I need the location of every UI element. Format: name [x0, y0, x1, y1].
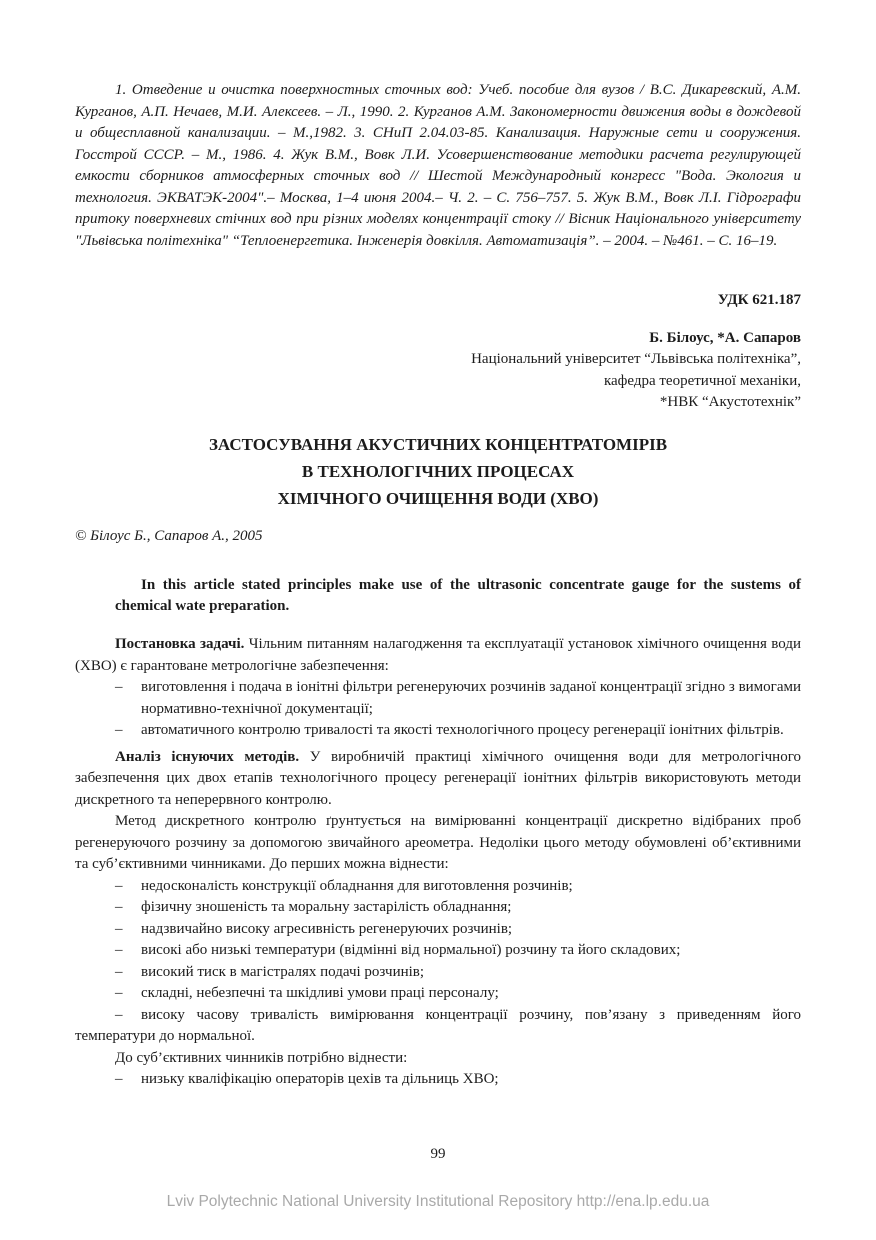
list-item — [75, 1005, 801, 1048]
list-item — [75, 919, 801, 941]
paragraph-discrete-method: Метод дискретного контролю ґрунтується на вимірюванні концентрації дискретно відібраних проб регенеруючого розчину за допомогою звичайного ареометра. Недоліки цього методу обумовлені об’єктивними та суб’єктивними чинниками. До перших можна віднести: — [75, 813, 801, 872]
dash-marker: – — [115, 877, 123, 894]
dash-marker: – — [115, 1006, 123, 1023]
paragraph-lead: Постановка задачі. — [115, 636, 245, 652]
paragraph-lead: Аналіз існуючих методів. — [115, 748, 300, 765]
title-line-3: ХІМІЧНОГО ОЧИЩЕННЯ ВОДИ (ХВО) — [277, 488, 599, 508]
dash-marker: – — [115, 722, 123, 738]
dash-marker: – — [115, 920, 123, 937]
authors-line: Б. Білоус, *А. Сапаров — [649, 329, 801, 346]
list-item — [75, 720, 801, 742]
udc-number: УДК 621.187 — [717, 292, 801, 308]
previous-article-references: 1. Отведение и очистка поверхностных сточных вод: Учеб. пособие для вузов / В.С. Дикаревский, А.М. Курганов, А.П. Нечаев, М.И. Алексеев. – Л., 1990. 2. Курганов А.М. Закономерности движения воды в дождевой и общесплавной канализации. – М.,1982. 3. СНиП 2.04.03-85. Канализация. Наружные сети и сооружения. Госстрой СССР. – М., 1986. 4. Жук В.М., Вовк Л.И. Усовершенствование методики расчета регулирующей емкости сборников атмосферных сточных вод // Шестой Международный конгресс "Вода. Экология и технология. ЭКВАТЭК-2004".– Москва, 1–4 июня 2004.– Ч. 2. – С. 756–757. 5. Жук В.М., Вовк Л.І. Гідрографи притоку поверхневих стічних вод при різних моделях концентрації стоку // Вісник Національного університету "Львівська політехніка" “Теплоенергетика. Інженерія довкілля. Автоматизація”. – 2004. – №461. – С. 16–19. — [75, 82, 801, 249]
list-item-text: високу часову тривалість вимірювання концентрації розчину, пов’язану з приведенням його температури до нормальної. — [75, 1006, 801, 1044]
paragraph-subjective-factors: До суб’єктивних чинників потрібно віднести: — [115, 1049, 408, 1066]
title-line-2: В ТЕХНОЛОГІЧНИХ ПРОЦЕСАХ — [301, 461, 575, 481]
list-item-text: низьку кваліфікацію операторів цехів та дільниць ХВО; — [141, 1071, 499, 1087]
list-item — [75, 897, 801, 919]
list-item-text: високий тиск в магістралях подачі розчинів; — [141, 963, 425, 980]
copyright-line: © Білоус Б., Сапаров А., 2005 — [75, 527, 263, 544]
article-title — [75, 431, 801, 512]
page-number: 99 — [430, 1146, 446, 1162]
list-item-text: високі або низькі температури (відмінні від нормальної) розчину та його складових; — [141, 942, 681, 958]
list-item-text: складні, небезпечні та шкідливі умови праці персоналу; — [141, 985, 499, 1001]
list-objective-factors — [75, 876, 801, 1048]
paragraph-text: Чільним питанням налагодження та експлуатації установок хімічного очищення води (ХВО) є гарантоване метрологічне забезпечення: — [75, 636, 801, 674]
list-item — [75, 1069, 801, 1091]
list-item-text: виготовлення і подача в іонітні фільтри регенеруючих розчинів заданої концентрації згідно з вимогами нормативно-технічної документації; — [141, 679, 801, 717]
paragraph-problem-statement — [75, 634, 801, 677]
dash-marker: – — [115, 899, 123, 915]
list-item — [75, 962, 801, 984]
list-item-text: недосконалість конструкції обладнання для виготовлення розчинів; — [141, 877, 573, 894]
list-item — [75, 983, 801, 1005]
abstract-text: In this article stated principles make use of the ultrasonic concentrate gauge for the sustems of chemical wate preparation. — [115, 577, 801, 614]
dash-marker: – — [115, 1071, 123, 1087]
title-line-1: ЗАСТОСУВАННЯ АКУСТИЧНИХ КОНЦЕНТРАТОМІРІВ — [208, 434, 668, 454]
list-item — [75, 876, 801, 898]
dash-marker: – — [115, 679, 123, 695]
dash-marker: – — [115, 942, 123, 958]
list-subjective-factors — [75, 1069, 801, 1091]
affiliation-line-2: кафедра теоретичної механіки, — [603, 372, 801, 389]
list-item-text: надзвичайно високу агресивність регенеруючих розчинів; — [141, 920, 513, 937]
affiliation-line-1: Національний університет “Львівська політехніка”, — [471, 351, 801, 367]
list-item — [75, 940, 801, 962]
affiliation-line-3: *НВК “Акустотехнік” — [659, 394, 801, 410]
dash-marker: – — [115, 985, 123, 1001]
list-item-text: автоматичного контролю тривалості та якості технологічного процесу регенерації іонітних фільтрів. — [141, 722, 784, 738]
paragraph-text: У виробничій практиці хімічного очищення води для метрологічного забезпечення цих двох етапів технологічного процесу регенерації іонітних фільтрів використовують методи дискретного та неперервного контролю. — [75, 748, 801, 808]
dash-marker: – — [115, 963, 123, 980]
list-requirements — [75, 677, 801, 742]
repository-footer: Lviv Polytechnic National University Institutional Repository http://ena.lp.edu.ua — [166, 1193, 710, 1210]
paragraph-methods-analysis — [75, 747, 801, 812]
list-item-text: фізичну зношеність та моральну застарілість обладнання; — [141, 899, 512, 915]
list-item — [75, 677, 801, 720]
